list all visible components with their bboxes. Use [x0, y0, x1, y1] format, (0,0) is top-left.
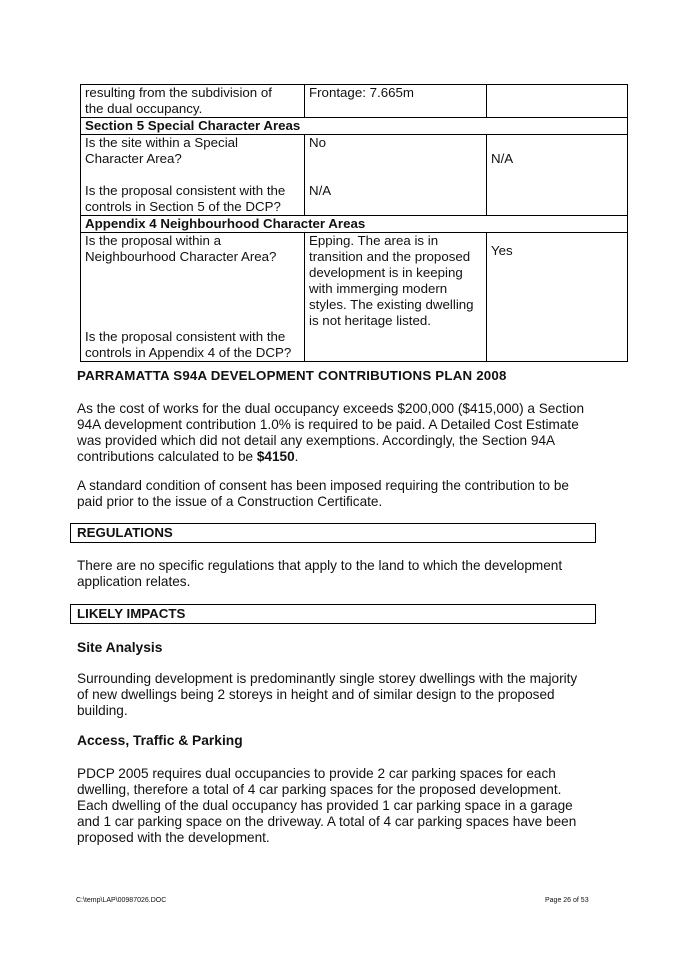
paragraph-line: Surrounding development is predominantly single storey dwellings with the majority	[77, 671, 578, 686]
regulations-heading-text: REGULATIONS	[77, 525, 173, 540]
question-cell	[81, 233, 305, 362]
contribution-amount: $4150	[256, 449, 295, 464]
response-line: Epping. The area is in	[309, 233, 439, 248]
response-text: N/A	[309, 183, 332, 198]
response-line: development is in keeping	[309, 265, 463, 280]
question-line: Is the proposal within a	[85, 233, 222, 248]
result-text: N/A	[491, 151, 514, 166]
paragraph-text: .	[294, 449, 299, 464]
site-analysis-paragraph	[77, 671, 589, 719]
response-cell	[305, 135, 487, 216]
likely-impacts-heading-text: LIKELY IMPACTS	[77, 606, 186, 621]
paragraph-line: As the cost of works for the dual occupancy exceeds $200,000 ($415,000) a Section	[77, 401, 585, 416]
section-5-title: Section 5 Special Character Areas	[81, 118, 628, 135]
paragraph-line: There are no specific regulations that apply to the land to which the development	[77, 558, 563, 573]
table-row	[81, 85, 628, 118]
table-row	[81, 135, 628, 216]
compliance-table	[80, 84, 628, 362]
question-cell	[81, 85, 305, 118]
access-traffic-heading: Access, Traffic & Parking	[77, 733, 243, 748]
paragraph-line: paid prior to the issue of a Construction Certificate.	[77, 494, 383, 509]
contributions-heading: PARRAMATTA S94A DEVELOPMENT CONTRIBUTIONS PLAN 2008	[77, 368, 507, 383]
likely-impacts-heading	[70, 604, 596, 624]
regulations-heading	[70, 523, 596, 543]
section-header-row	[81, 118, 628, 135]
access-traffic-paragraph	[77, 766, 589, 846]
question-line: the dual occupancy.	[85, 101, 203, 116]
paragraph-line: dwelling, therefore a total of 4 car parking spaces for the proposed development.	[77, 782, 562, 797]
question-line: Is the proposal consistent with the	[85, 183, 286, 198]
footer-file-path: C:\temp\LAP\00987026.DOC	[76, 897, 167, 904]
question-line: controls in Appendix 4 of the DCP?	[85, 345, 292, 360]
paragraph-line: building.	[77, 703, 128, 718]
result-cell	[487, 233, 628, 362]
contributions-paragraph	[77, 401, 589, 465]
paragraph-line: was provided which did not detail any exemptions. Accordingly, the Section 94A	[77, 433, 556, 448]
paragraph-line: 94A development contribution 1.0% is required to be paid. A Detailed Cost Estimate	[77, 417, 579, 432]
response-cell	[305, 233, 487, 362]
paragraph-line: application relates.	[77, 574, 191, 589]
question-line: Is the site within a Special	[85, 135, 238, 150]
paragraph-line	[77, 449, 589, 465]
section-header-row	[81, 216, 628, 233]
paragraph-line: and 1 car parking space on the driveway. A total of 4 car parking spaces have been	[77, 814, 577, 829]
response-line: with immerging modern	[309, 281, 448, 296]
question-line: resulting from the subdivision of	[85, 85, 272, 100]
response-line: is not heritage listed.	[309, 313, 431, 328]
result-cell	[487, 135, 628, 216]
question-line: Is the proposal consistent with the	[85, 329, 286, 344]
response-line: transition and the proposed	[309, 249, 471, 264]
table-row	[81, 233, 628, 362]
paragraph-line: proposed with the development.	[77, 830, 270, 845]
result-text: Yes	[491, 243, 513, 258]
appendix-4-title: Appendix 4 Neighbourhood Character Areas	[81, 216, 628, 233]
condition-paragraph	[77, 478, 589, 510]
question-cell	[81, 135, 305, 216]
response-text: No	[309, 135, 326, 150]
question-line: Character Area?	[85, 151, 182, 166]
paragraph-line: of new dwellings being 2 storeys in height and of similar design to the proposed	[77, 687, 555, 702]
response-cell	[305, 85, 487, 118]
question-line: controls in Section 5 of the DCP?	[85, 199, 281, 214]
question-line: Neighbourhood Character Area?	[85, 249, 277, 264]
paragraph-line: PDCP 2005 requires dual occupancies to provide 2 car parking spaces for each	[77, 766, 556, 781]
footer-page-number: Page 26 of 53	[545, 897, 589, 904]
response-text: Frontage: 7.665m	[309, 85, 414, 100]
paragraph-text: contributions calculated to be	[77, 449, 257, 464]
result-cell	[487, 85, 628, 118]
paragraph-line: A standard condition of consent has been imposed requiring the contribution to be	[77, 478, 569, 493]
paragraph-line: Each dwelling of the dual occupancy has provided 1 car parking space in a garage	[77, 798, 573, 813]
regulations-paragraph	[77, 558, 589, 590]
site-analysis-heading: Site Analysis	[77, 640, 163, 655]
response-line: styles. The existing dwelling	[309, 297, 474, 312]
